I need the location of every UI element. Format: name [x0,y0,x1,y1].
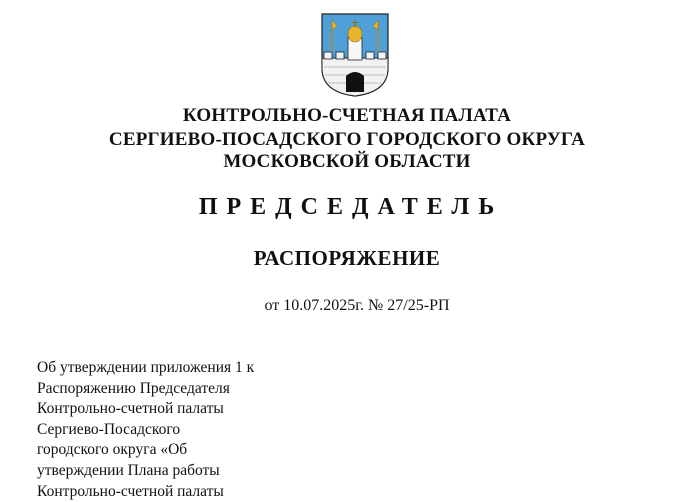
subject-line: Об утверждении приложения 1 к [37,359,255,376]
subject-line: Распоряжению Председателя [37,379,230,397]
position-title: ПРЕДСЕДАТЕЛЬ [198,194,504,220]
document-date-number: от 10.07.2025г. № 27/25-РП [264,297,450,314]
document-type: РАСПОРЯЖЕНИЕ [253,246,441,270]
document-subject [37,358,297,502]
organization-name-line-3: МОСКОВСКОЙ ОБЛАСТИ [223,151,471,172]
subject-line: Контрольно-счетной палаты [37,482,224,500]
subject-line: утверждении Плана работы [37,461,220,479]
subject-line: Сергиево-Посадского [37,420,181,438]
subject-line: городского округа «Об [37,441,188,459]
subject-line: Контрольно-счетной палаты [37,400,224,418]
organization-name-line-2: СЕРГИЕВО-ПОСАДСКОГО ГОРОДСКОГО ОКРУГА [108,129,586,150]
organization-name-line-1: КОНТРОЛЬНО-СЧЕТНАЯ ПАЛАТА [182,105,512,126]
coat-of-arms-icon [320,12,390,98]
